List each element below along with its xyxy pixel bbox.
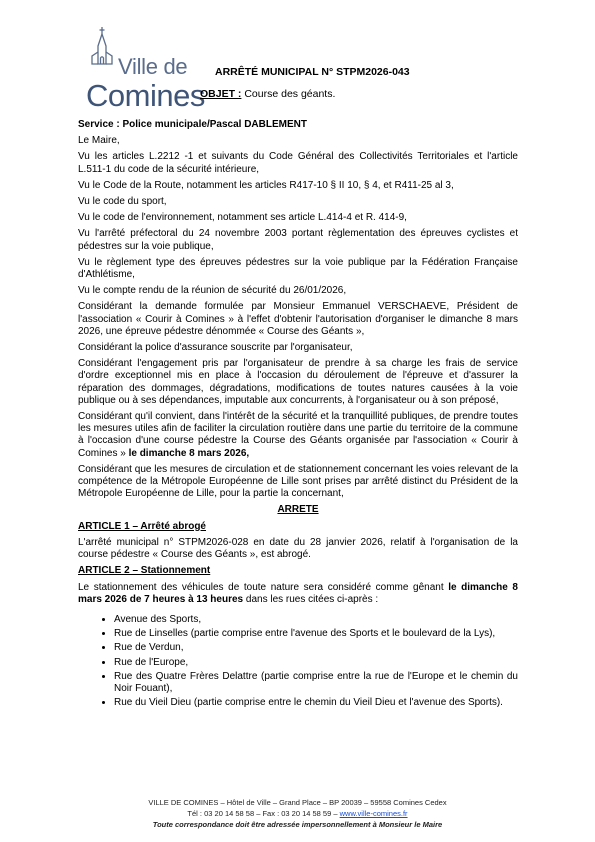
street-item: • Rue de Verdun, — [114, 642, 518, 654]
considerant-4-date: le dimanche 8 mars 2026, — [128, 447, 250, 459]
street-item: • Rue de Linselles (partie comprise entre l'avenue des Sports et le boulevard de la Lys), — [114, 628, 518, 640]
objet-label: OBJET : — [200, 88, 242, 100]
article-2-text-a: Le stationnement des véhicules de toute nature sera considéré comme gênant — [78, 581, 449, 593]
objet-line — [200, 88, 335, 100]
considerant-1: Considérant la demande formulée par Monsieur Emmanuel VERSCHAEVE, Président de l'association « Courir à Comines » à l'effet d'obtenir l'autorisation d'organiser le dimanche 8 mars 2026, une épreuve pédestre dénommée « Course des Géants », — [78, 301, 518, 337]
footer-address: VILLE DE COMINES – Hôtel de Ville – Grand Place – BP 20039 – 59558 Comines Cedex — [148, 798, 447, 807]
website-link[interactable]: www.ville-comines.fr — [339, 809, 408, 818]
logo-ville-de: Ville de — [118, 54, 188, 79]
considerant-4 — [78, 411, 518, 460]
street-item: • Rue des Quatre Frères Delattre (partie comprise entre la rue de l'Europe et le chemin du Noir Fouant), — [114, 671, 518, 695]
visa-6: Vu le règlement type des épreuves pédestres sur la voie publique par la Fédération Française d'Athlétisme, — [78, 256, 518, 281]
considerant-2: Considérant la police d'assurance souscrite par l'organisateur, — [78, 342, 353, 354]
considerant-3: Considérant l'engagement pris par l'organisateur de prendre à sa charge les frais de service d'ordre exceptionnel mis en place à l'occasion du déroulement de l'épreuve et d'assurer la réparation des dommages, dégradations, modifications de toutes natures causées à la voie publique ou à ses dépendances, imputable aux concurrents, à l'organisateur ou à son préposé, — [78, 358, 518, 406]
visa-4: Vu le code de l'environnement, notamment ses article L.414-4 et R. 414-9, — [78, 212, 407, 224]
visa-5: Vu l'arrêté préfectoral du 24 novembre 2003 portant règlementation des épreuves cyclistes et pédestres sur la voie publique, — [78, 228, 518, 252]
arrete-heading: ARRETE — [277, 504, 319, 516]
considerant-5: Considérant que les mesures de circulation et de stationnement concernant les voies relevant de la compétence de la Métropole Européenne de Lille sont prises par arrêté distinct du Président de la Métropole Européenne de Lille, pour la partie la concernant, — [78, 463, 518, 500]
document-body — [78, 119, 518, 711]
document-title: ARRÊTÉ MUNICIPAL N° STPM2026-043 — [215, 66, 410, 78]
article-1-text: L'arrêté municipal n° STPM2026-028 en date du 28 janvier 2026, relatif à l'organisation de la course pédestre « Course des Géants », est abrogé. — [78, 536, 518, 561]
visa-1: Vu les articles L.2212 -1 et suivants du Code Général des Collectivités Territoriales et l'article L.511-1 du code de la sécurité intérieure, — [78, 151, 518, 175]
footer-phone-fax: Tél : 03 20 14 58 58 – Fax : 03 20 14 58 59 – — [187, 809, 340, 818]
street-list — [78, 614, 518, 709]
page-footer — [0, 797, 595, 830]
footer-mention: Toute correspondance doit être adressée impersonnellement à Monsieur le Maire — [152, 820, 443, 829]
considerant-4-text: Considérant qu'il convient, dans l'intérêt de la sécurité et la tranquillité publiques, de prendre toutes les mesures utiles afin de faciliter la circulation routière dans une partie du territoire de la commune à l'occasion d'une course pédestre la Course des Géants organisée par l'association « Courir à Comines » — [78, 411, 518, 459]
street-item: • Avenue des Sports, — [114, 614, 518, 626]
service-line: Service : Police municipale/Pascal DABLEMENT — [78, 119, 307, 130]
le-maire: Le Maire, — [78, 135, 120, 147]
street-item: • Rue de l'Europe, — [114, 657, 518, 669]
visa-7: Vu le compte rendu de la réunion de sécurité du 26/01/2026, — [78, 285, 347, 297]
logo-comines: Comines — [86, 78, 205, 113]
ville-de-comines-logo — [86, 26, 205, 113]
street-item: • Rue du Vieil Dieu (partie comprise entre le chemin du Vieil Dieu et l'avenue des Sports). — [114, 697, 518, 709]
visa-3: Vu le code du sport, — [78, 196, 167, 208]
article-2-text — [78, 582, 518, 606]
article-2-text-c: dans les rues citées ci-après : — [243, 593, 379, 605]
article-1-title: ARTICLE 1 – Arrêté abrogé — [78, 520, 206, 532]
objet-text: Course des géants. — [241, 88, 336, 100]
article-2-title: ARTICLE 2 – Stationnement — [78, 565, 211, 577]
article-2-date: le dimanche 8 mars 2026 de 7 heures à 13 heures — [78, 581, 518, 605]
footer-contact — [0, 808, 595, 819]
visa-2: Vu le Code de la Route, notamment les articles R417-10 § II 10, § 4, et R411-25 al 3, — [78, 179, 454, 191]
